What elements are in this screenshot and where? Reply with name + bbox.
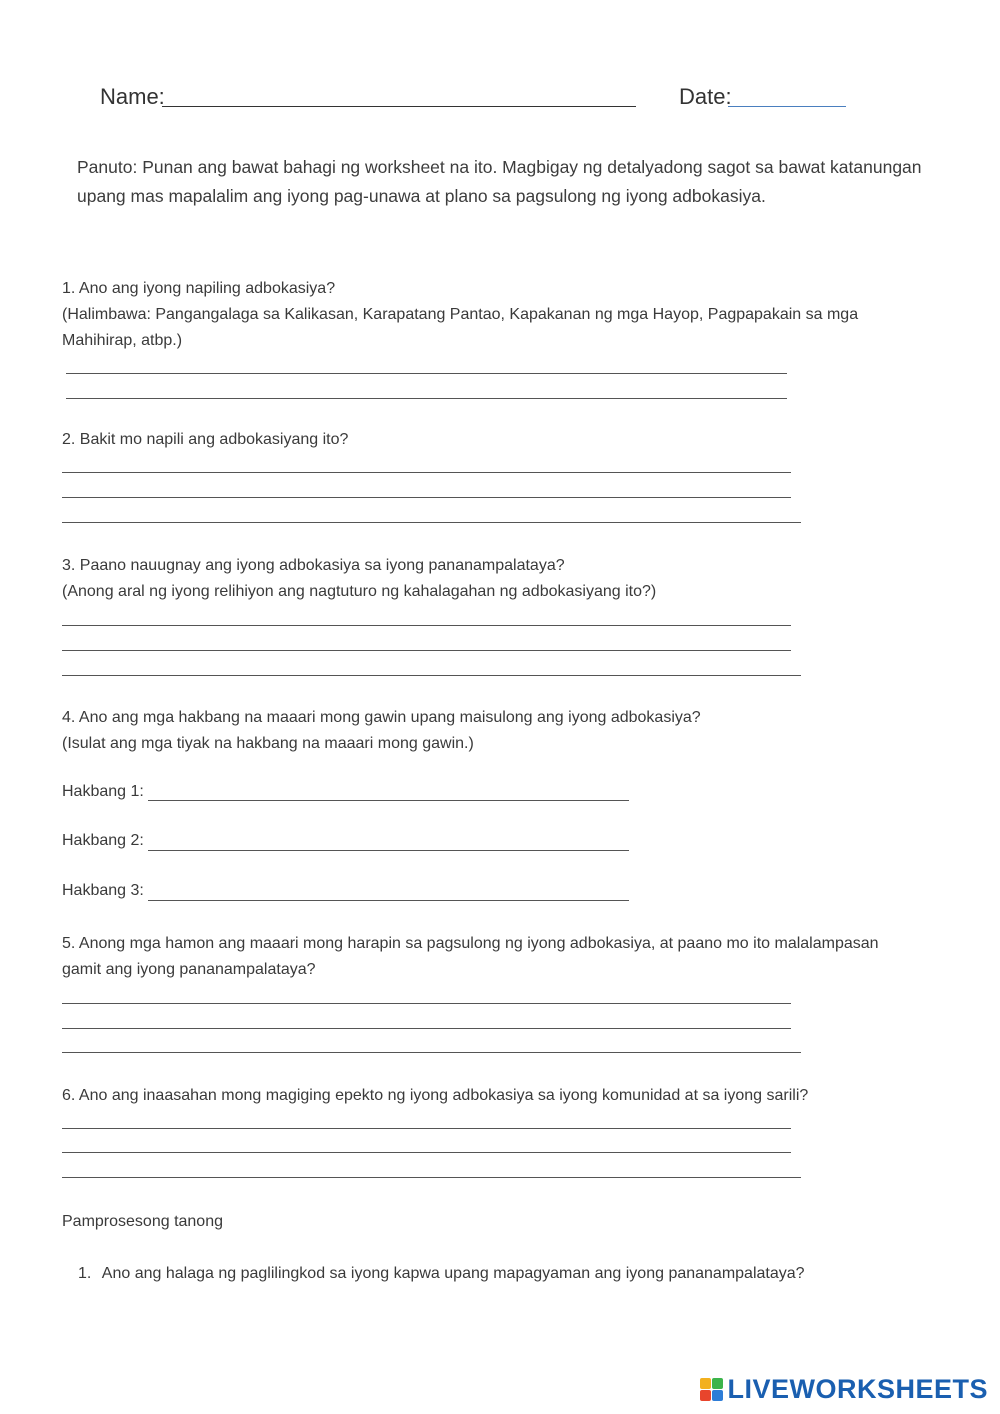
step-3-line[interactable] xyxy=(148,900,629,901)
question-4-text: 4. Ano ang mga hakbang na maaari mong gawin upang maisulong ang iyong adbokasiya? xyxy=(62,709,701,726)
instructions: Panuto: Punan ang bawat bahagi ng worksheet na ito. Magbigay ng detalyadong sagot sa bawat katanungan upang mas mapalalim ang iyong pag-unawa at plano sa pagsulong ng iyong adbokasiya. xyxy=(77,157,922,206)
processing-item-text: Ano ang halaga ng paglilingkod sa iyong kapwa upang mapagyaman ang iyong pananampalataya? xyxy=(101,1265,805,1282)
processing-item xyxy=(78,1261,938,1287)
answer-line[interactable] xyxy=(62,1177,801,1178)
question-1-text: 1. Ano ang iyong napiling adbokasiya? xyxy=(62,280,336,297)
answer-line[interactable] xyxy=(62,1052,801,1053)
answer-line[interactable] xyxy=(62,625,791,626)
question-4-note: (Isulat ang mga tiyak na hakbang na maaari mong gawin.) xyxy=(62,735,474,752)
logo-text: LIVEWORKSHEETS xyxy=(727,1374,988,1404)
question-3 xyxy=(62,553,902,605)
answer-line[interactable] xyxy=(62,675,801,676)
logo-square xyxy=(700,1378,711,1389)
logo-icon xyxy=(700,1378,723,1401)
question-5-text: 5. Anong mga hamon ang maaari mong harapin sa pagsulong ng iyong adbokasiya, at paano mo ito malalampasan gamit ang iyong pananampalataya? xyxy=(62,935,879,978)
liveworksheets-logo xyxy=(700,1374,988,1405)
answer-line[interactable] xyxy=(62,1152,791,1153)
question-6-text: 6. Ano ang inaasahan mong magiging epekto ng iyong adbokasiya sa iyong komunidad at sa iyong sarili? xyxy=(62,1087,809,1104)
date-input-line[interactable] xyxy=(728,106,846,107)
logo-square xyxy=(712,1390,723,1401)
processing-heading: Pamprosesong tanong xyxy=(62,1213,223,1230)
logo-square xyxy=(700,1390,711,1401)
answer-line[interactable] xyxy=(62,522,801,523)
step-1-label: Hakbang 1: xyxy=(62,783,144,800)
step-1-line[interactable] xyxy=(148,800,629,801)
question-2-text: 2. Bakit mo napili ang adbokasiyang ito? xyxy=(62,431,349,448)
answer-line[interactable] xyxy=(62,1003,791,1004)
question-1 xyxy=(62,276,902,354)
answer-line[interactable] xyxy=(62,497,791,498)
answer-line[interactable] xyxy=(62,472,791,473)
logo-square xyxy=(712,1378,723,1389)
answer-line[interactable] xyxy=(62,650,791,651)
processing-item-number: 1. xyxy=(78,1265,92,1282)
answer-line[interactable] xyxy=(66,373,787,374)
date-label: Date: xyxy=(679,84,732,109)
question-4 xyxy=(62,705,902,757)
name-label: Name: xyxy=(100,84,165,109)
answer-line[interactable] xyxy=(66,398,787,399)
step-2-line[interactable] xyxy=(148,850,629,851)
step-2-label: Hakbang 2: xyxy=(62,832,144,849)
answer-line[interactable] xyxy=(62,1128,791,1129)
answer-line[interactable] xyxy=(62,1028,791,1029)
question-3-note: (Anong aral ng iyong relihiyon ang nagtuturo ng kahalagahan ng adbokasiyang ito?) xyxy=(62,583,657,600)
step-3-label: Hakbang 3: xyxy=(62,882,144,899)
question-3-text: 3. Paano nauugnay ang iyong adbokasiya sa iyong pananampalataya? xyxy=(62,557,565,574)
question-1-note: (Halimbawa: Pangangalaga sa Kalikasan, Karapatang Pantao, Kapakanan ng mga Hayop, Pagpapakain sa mga Mahihirap, atbp.) xyxy=(62,306,859,349)
name-input-line[interactable] xyxy=(162,106,636,107)
